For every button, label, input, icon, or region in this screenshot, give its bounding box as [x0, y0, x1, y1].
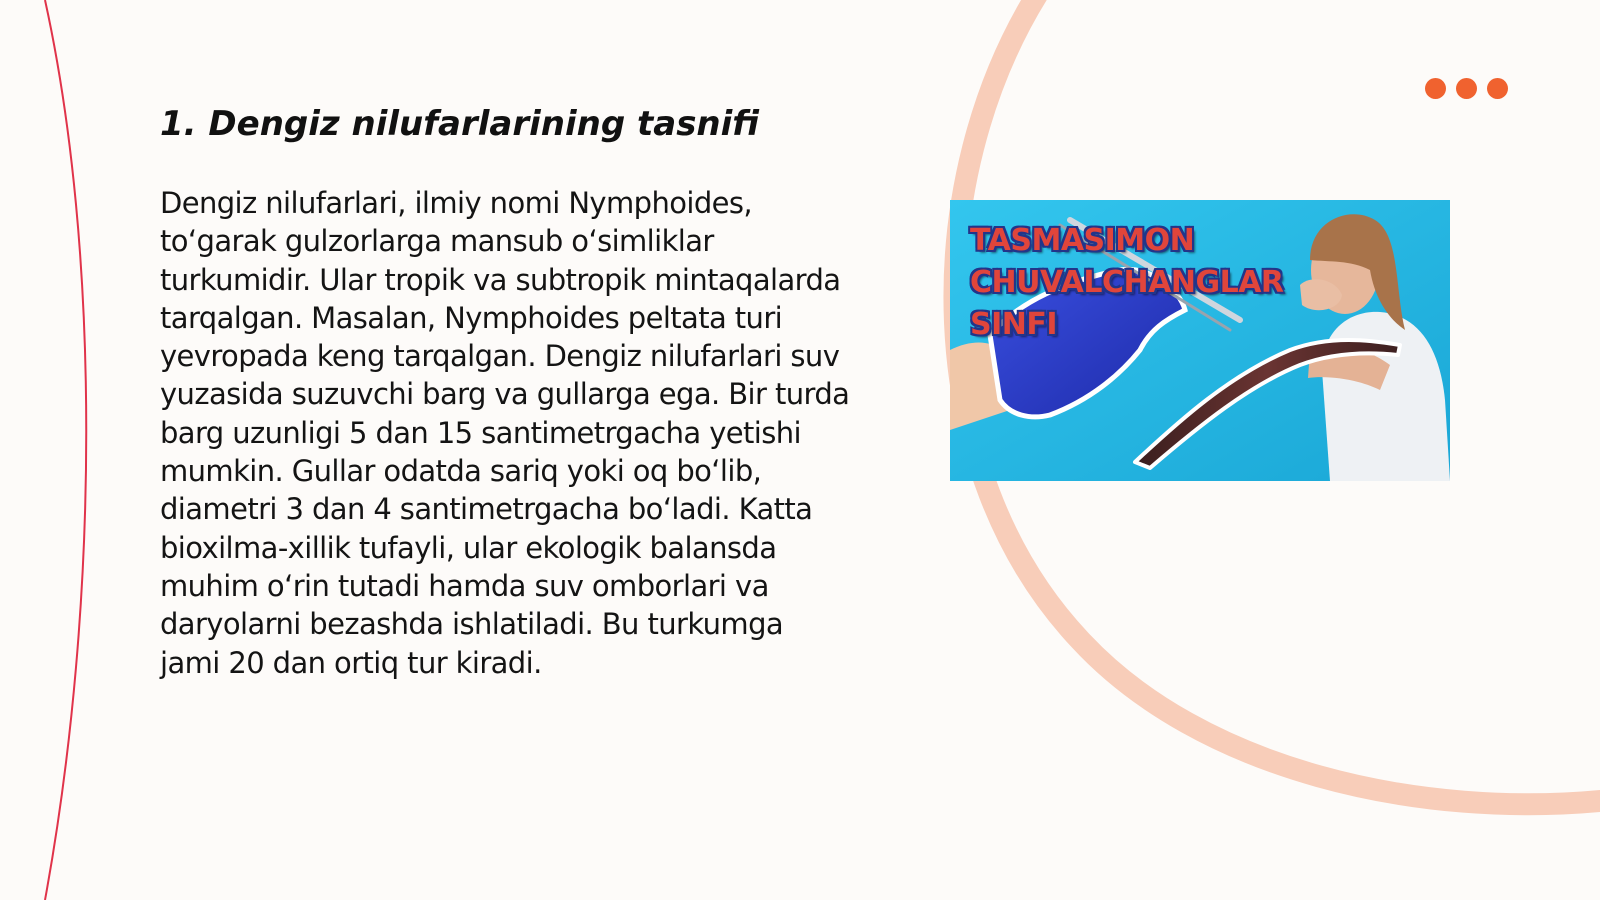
dot: [1425, 78, 1446, 99]
dot: [1456, 78, 1477, 99]
dot: [1487, 78, 1508, 99]
more-dots-icon[interactable]: [1425, 78, 1508, 99]
image-caption: TASMASIMON CHUVALCHANGLAR SINFI: [970, 223, 1284, 342]
illustration-image: [950, 200, 1450, 481]
slide-body-text: Dengiz nilufarlari, ilmiy nomi Nymphoides, to‘garak gulzorlarga mansub o‘simliklar turkumidir. Ular tropik va subtropik mintaqalarda tarqalgan. Masalan, Nymphoides peltata turi yevropada keng tarqalgan. Dengiz nilufarlari suv yuzasida suzuvchi barg va gullarga ega. Bir turda barg uzunligi 5 dan 15 santimetrgacha yetishi mumkin. Gullar odatda sariq yoki oq bo‘lib, diametri 3 dan 4 santimetrgacha bo‘ladi. Katta bioxilma-xillik tufayli, ular ekologik balansda muhim o‘rin tutadi hamda suv omborlari va daryolarni bezashda ishlatiladi. Bu turkumga jami 20 dan ortiq tur kiradi.: [160, 186, 850, 680]
left-curve-line: [45, 0, 86, 900]
slide-title: 1. Dengiz nilufarlarining tasnifi: [160, 104, 760, 144]
